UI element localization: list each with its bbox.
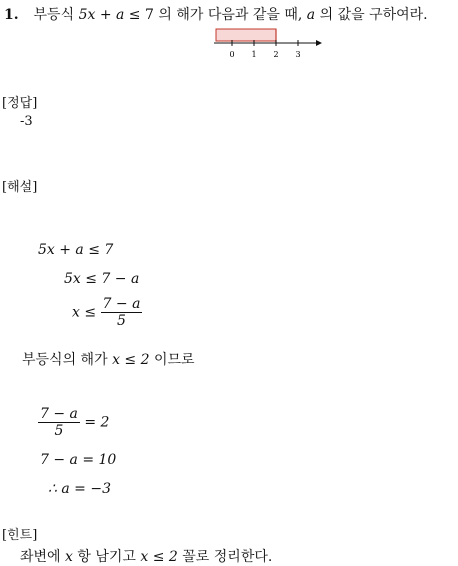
step-6: ∴ a = −3 <box>48 481 111 497</box>
step-1: 5x + a ≤ 7 <box>38 242 114 258</box>
step-3-fraction <box>101 296 143 329</box>
step-4-numerator: 7 − a <box>40 406 78 422</box>
question-text-before: 부등식 <box>33 7 75 23</box>
step-3-numerator: 7 − a <box>102 296 141 312</box>
axis-arrow-icon <box>316 40 322 46</box>
hint-text <box>20 546 272 566</box>
step-4 <box>38 406 109 439</box>
step-4-denominator: 5 <box>54 423 64 439</box>
hint-var: x <box>65 549 73 565</box>
question-text-after: 의 값을 구하여라. <box>319 7 428 23</box>
step-4-fraction <box>38 406 80 439</box>
answer-value: -3 <box>20 114 33 129</box>
step-3-lhs: x ≤ <box>72 304 97 321</box>
step-4-rhs: = 2 <box>84 414 110 431</box>
question-inequality-op: ≤ <box>128 7 141 23</box>
tick-label-0: 0 <box>229 50 235 59</box>
explanation-text-1-math: x ≤ 2 <box>112 352 150 368</box>
question-variable: a <box>306 7 316 23</box>
question-line <box>4 4 428 24</box>
question-text-middle: 의 해가 다음과 같을 때, <box>158 7 303 23</box>
question-inequality-right: 7 <box>144 7 154 23</box>
tick-label-3: 3 <box>295 50 301 59</box>
step-5: 7 − a = 10 <box>40 452 117 468</box>
question-inequality-left: 5x + a <box>78 7 125 23</box>
step-2: 5x ≤ 7 − a <box>64 271 140 287</box>
number-line <box>210 26 322 60</box>
step-3 <box>72 296 142 329</box>
hint-middle: 항 남기고 <box>77 549 136 565</box>
hint-suffix: 꼴로 정리한다. <box>182 549 273 565</box>
step-3-denominator: 5 <box>117 313 126 329</box>
hint-header: [힌트] <box>2 528 38 543</box>
tick-label-1: 1 <box>251 50 257 59</box>
hint-math: x ≤ 2 <box>140 549 178 565</box>
explanation-text-1-prefix: 부등식의 해가 <box>22 352 108 368</box>
answer-header: [정답] <box>2 96 38 111</box>
explanation-text-1 <box>22 349 195 369</box>
explanation-text-1-suffix: 이므로 <box>153 352 195 368</box>
solution-region <box>216 29 276 41</box>
hint-prefix: 좌변에 <box>20 549 61 565</box>
tick-label-2: 2 <box>273 50 279 59</box>
question-number: 1. <box>4 7 19 23</box>
explanation-header: [해설] <box>2 180 38 195</box>
